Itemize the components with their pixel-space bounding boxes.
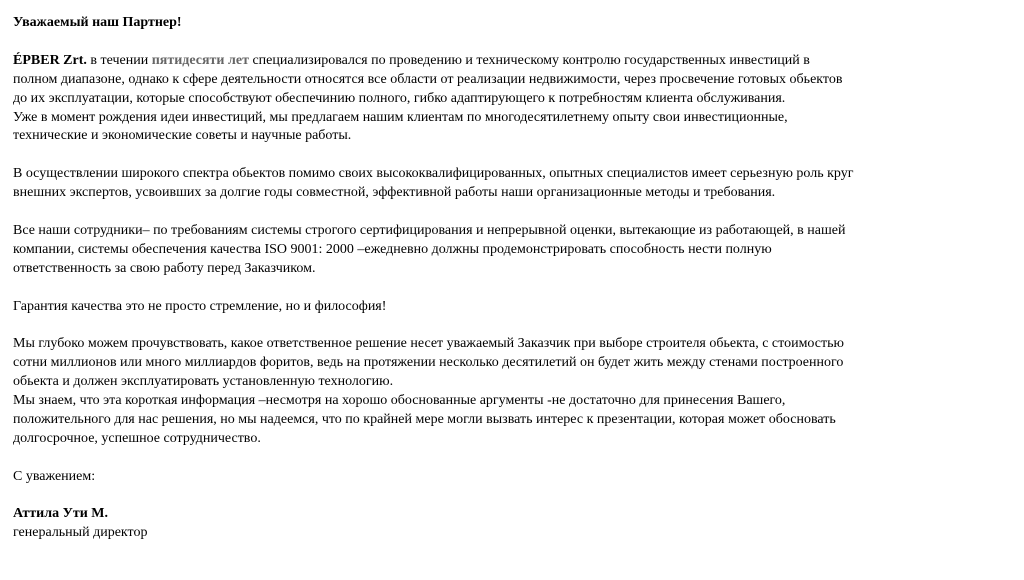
paragraph-intro-line-1 [13, 52, 1013, 71]
paragraph-gap [13, 449, 1013, 468]
fifty-years-highlight: пятидесяти лет [151, 52, 249, 68]
paragraph-gap [13, 316, 1013, 335]
paragraph-experts-line-2: внешних экспертов, усвоивших за долгие годы совместной, эффективной работы наши организационные методы и требования. [13, 185, 776, 201]
intro-text-pre: в течении [86, 52, 152, 68]
paragraph-intro-line-4: Уже в момент рождения идеи инвестиций, мы предлагаем нашим клиентам по многодесятилетнему опыту свои инвестиционные, [13, 109, 788, 125]
paragraph-decision-line-2: сотни миллионов или много миллиардов форитов, ведь на протяжении несколько десятилетий он будет жить между стенами построенного [13, 355, 844, 371]
paragraph-decision-line-4: Мы знаем, что эта короткая информация –несмотря на хорошо обоснованные аргументы -не достаточно для принесения Вашего, [13, 393, 786, 409]
paragraph-philosophy [13, 298, 1013, 317]
paragraph-quality-line-2: компании, системы обеспечения качества ISO 9001: 2000 –ежедневно должны продемонстрировать способность нести полную [13, 241, 772, 257]
paragraph-decision-line-5: положительного для нас решения, но мы надеемся, что по крайней мере могли вызвать интерес к презентации, которая может обосновать [13, 411, 836, 427]
company-name: ÉPBER Zrt. [13, 52, 87, 68]
paragraph-gap [13, 33, 1013, 52]
paragraph-gap [13, 146, 1013, 165]
paragraph-experts [13, 165, 1013, 203]
paragraph-intro [13, 52, 1013, 147]
paragraph-philosophy-line-1: Гарантия качества это не просто стремление, но и философия! [13, 298, 387, 314]
paragraph-decision-line-1: Мы глубоко можем прочувствовать, какое ответственное решение несет уважаемый Заказчик при выборе строителя обьекта, с стоимостью [13, 336, 844, 352]
intro-text-post: специализировался по проведению и техническому контролю государственных инвестиций в [248, 52, 810, 68]
paragraph-gap [13, 203, 1013, 222]
paragraph-quality-system [13, 222, 1013, 279]
paragraph-intro-line-2: полном диапазоне, однако к сфере деятельности относятся все области от реализации недвижимости, через просвечение готовых обьектов [13, 71, 843, 87]
paragraph-decision [13, 335, 1013, 448]
signature-title: генеральный директор [13, 525, 148, 541]
paragraph-quality-line-1: Все наши сотрудники– по требованиям системы строгого сертифицирования и непрерывной оценки, вытекающие из работающей, в нашей [13, 222, 846, 238]
letter-document [13, 14, 1013, 543]
paragraph-decision-line-6: долгосрочное, успешное сотрудничество. [13, 430, 261, 446]
signature-block [13, 505, 1013, 543]
paragraph-gap [13, 279, 1013, 298]
letter-closing: С уважением: [13, 468, 96, 484]
paragraph-decision-line-3: обьекта и должен эксплуатировать установленную технологию. [13, 374, 394, 390]
signature-name: Аттила Ути М. [13, 506, 109, 522]
paragraph-intro-line-3: до их эксплуатации, которые способствуют обеспечинию полного, гибко адаптирующего к потребностям клиента обслуживания. [13, 90, 786, 106]
paragraph-experts-line-1: В осуществлении широкого спектра обьектов помимо своих высококвалифицированных, опытных специалистов имеет серьезную роль круг [13, 166, 854, 182]
paragraph-intro-line-5: технические и экономические советы и научные работы. [13, 128, 352, 144]
paragraph-gap [13, 487, 1013, 506]
paragraph-quality-line-3: ответственность за свою работу перед Заказчиком. [13, 260, 316, 276]
letter-greeting: Уважаемый наш Партнер! [13, 15, 182, 30]
